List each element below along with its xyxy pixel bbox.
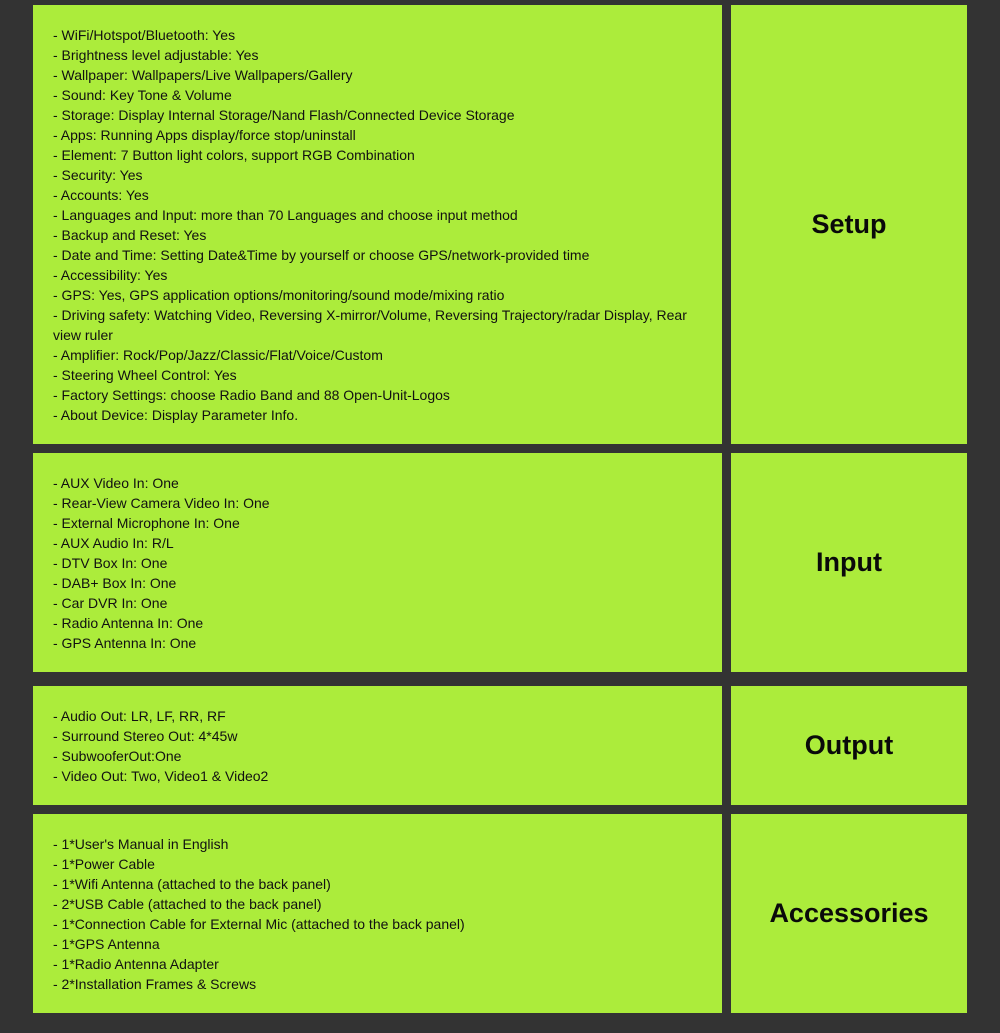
section-title-accessories: Accessories (769, 898, 929, 928)
spec-item: - About Device: Display Parameter Info. (53, 406, 299, 423)
section-title-setup: Setup (811, 209, 887, 239)
output-title-cell (731, 686, 967, 805)
spec-item: - Radio Antenna In: One (53, 614, 204, 631)
spec-item: - 1*Connection Cable for External Mic (attached to the back panel) (53, 915, 465, 932)
spec-item: - 1*Power Cable (53, 855, 155, 872)
spec-item: - Steering Wheel Control: Yes (53, 366, 237, 383)
spec-row-accessories (33, 814, 967, 1013)
input-details-cell (33, 453, 722, 672)
spec-item: - Car DVR In: One (53, 594, 168, 611)
spec-item: - Wallpaper: Wallpapers/Live Wallpapers/Gallery (53, 66, 353, 83)
spec-item: - 2*Installation Frames & Screws (53, 975, 257, 992)
spec-item: - Storage: Display Internal Storage/Nand Flash/Connected Device Storage (53, 106, 515, 123)
spec-item: - 1*User's Manual in English (53, 835, 229, 852)
section-title-output: Output (804, 730, 894, 760)
spec-item: - Video Out: Two, Video1 & Video2 (53, 767, 269, 784)
spec-item: - Brightness level adjustable: Yes (53, 46, 259, 63)
spec-item: - Accounts: Yes (53, 186, 149, 203)
accessories-details-cell (33, 814, 722, 1013)
input-spec-list (53, 473, 704, 653)
spec-item: - SubwooferOut:One (53, 747, 182, 764)
spec-item: - 1*Radio Antenna Adapter (53, 955, 219, 972)
spec-item: - Languages and Input: more than 70 Languages and choose input method (53, 206, 518, 223)
setup-details-cell (33, 5, 722, 444)
spec-item: - 1*GPS Antenna (53, 935, 160, 952)
accessories-title-cell (731, 814, 967, 1013)
spec-item: - Element: 7 Button light colors, support RGB Combination (53, 146, 415, 163)
spec-row-input (33, 453, 967, 672)
accessories-spec-list (53, 834, 704, 994)
spec-item: - AUX Video In: One (53, 474, 179, 491)
output-details-cell (33, 686, 722, 805)
spec-item: - Rear-View Camera Video In: One (53, 494, 270, 511)
spec-item: - DAB+ Box In: One (53, 574, 177, 591)
spec-row-setup (33, 5, 967, 444)
spec-item: - WiFi/Hotspot/Bluetooth: Yes (53, 26, 236, 43)
spec-item: - 2*USB Cable (attached to the back panel) (53, 895, 322, 912)
spec-item: - Sound: Key Tone & Volume (53, 86, 232, 103)
spec-item: - Surround Stereo Out: 4*45w (53, 727, 238, 744)
setup-title-cell (731, 5, 967, 444)
spec-item: - Audio Out: LR, LF, RR, RF (53, 707, 226, 724)
section-title-input: Input (816, 547, 882, 577)
spec-item: - Accessibility: Yes (53, 266, 168, 283)
spec-item: - Backup and Reset: Yes (53, 226, 207, 243)
spec-item: - Amplifier: Rock/Pop/Jazz/Classic/Flat/Voice/Custom (53, 346, 383, 363)
spec-item: - DTV Box In: One (53, 554, 168, 571)
input-title-cell (731, 453, 967, 672)
output-spec-list (53, 706, 704, 786)
spec-item: - GPS: Yes, GPS application options/monitoring/sound mode/mixing ratio (53, 286, 505, 303)
spec-item: - AUX Audio In: R/L (53, 534, 174, 551)
spec-item: - Date and Time: Setting Date&Time by yourself or choose GPS/network-provided time (53, 246, 590, 263)
spec-item: - Factory Settings: choose Radio Band and 88 Open-Unit-Logos (53, 386, 450, 403)
spec-item: - Apps: Running Apps display/force stop/uninstall (53, 126, 356, 143)
spec-row-output (33, 686, 967, 805)
spec-item: - External Microphone In: One (53, 514, 240, 531)
spec-item: - GPS Antenna In: One (53, 634, 197, 651)
setup-spec-list (53, 25, 704, 425)
spec-item: - Driving safety: Watching Video, Reversing X-mirror/Volume, Reversing Trajectory/radar Display, Rear view ruler (53, 306, 687, 343)
spec-item: - 1*Wifi Antenna (attached to the back panel) (53, 875, 331, 892)
spec-item: - Security: Yes (53, 166, 143, 183)
